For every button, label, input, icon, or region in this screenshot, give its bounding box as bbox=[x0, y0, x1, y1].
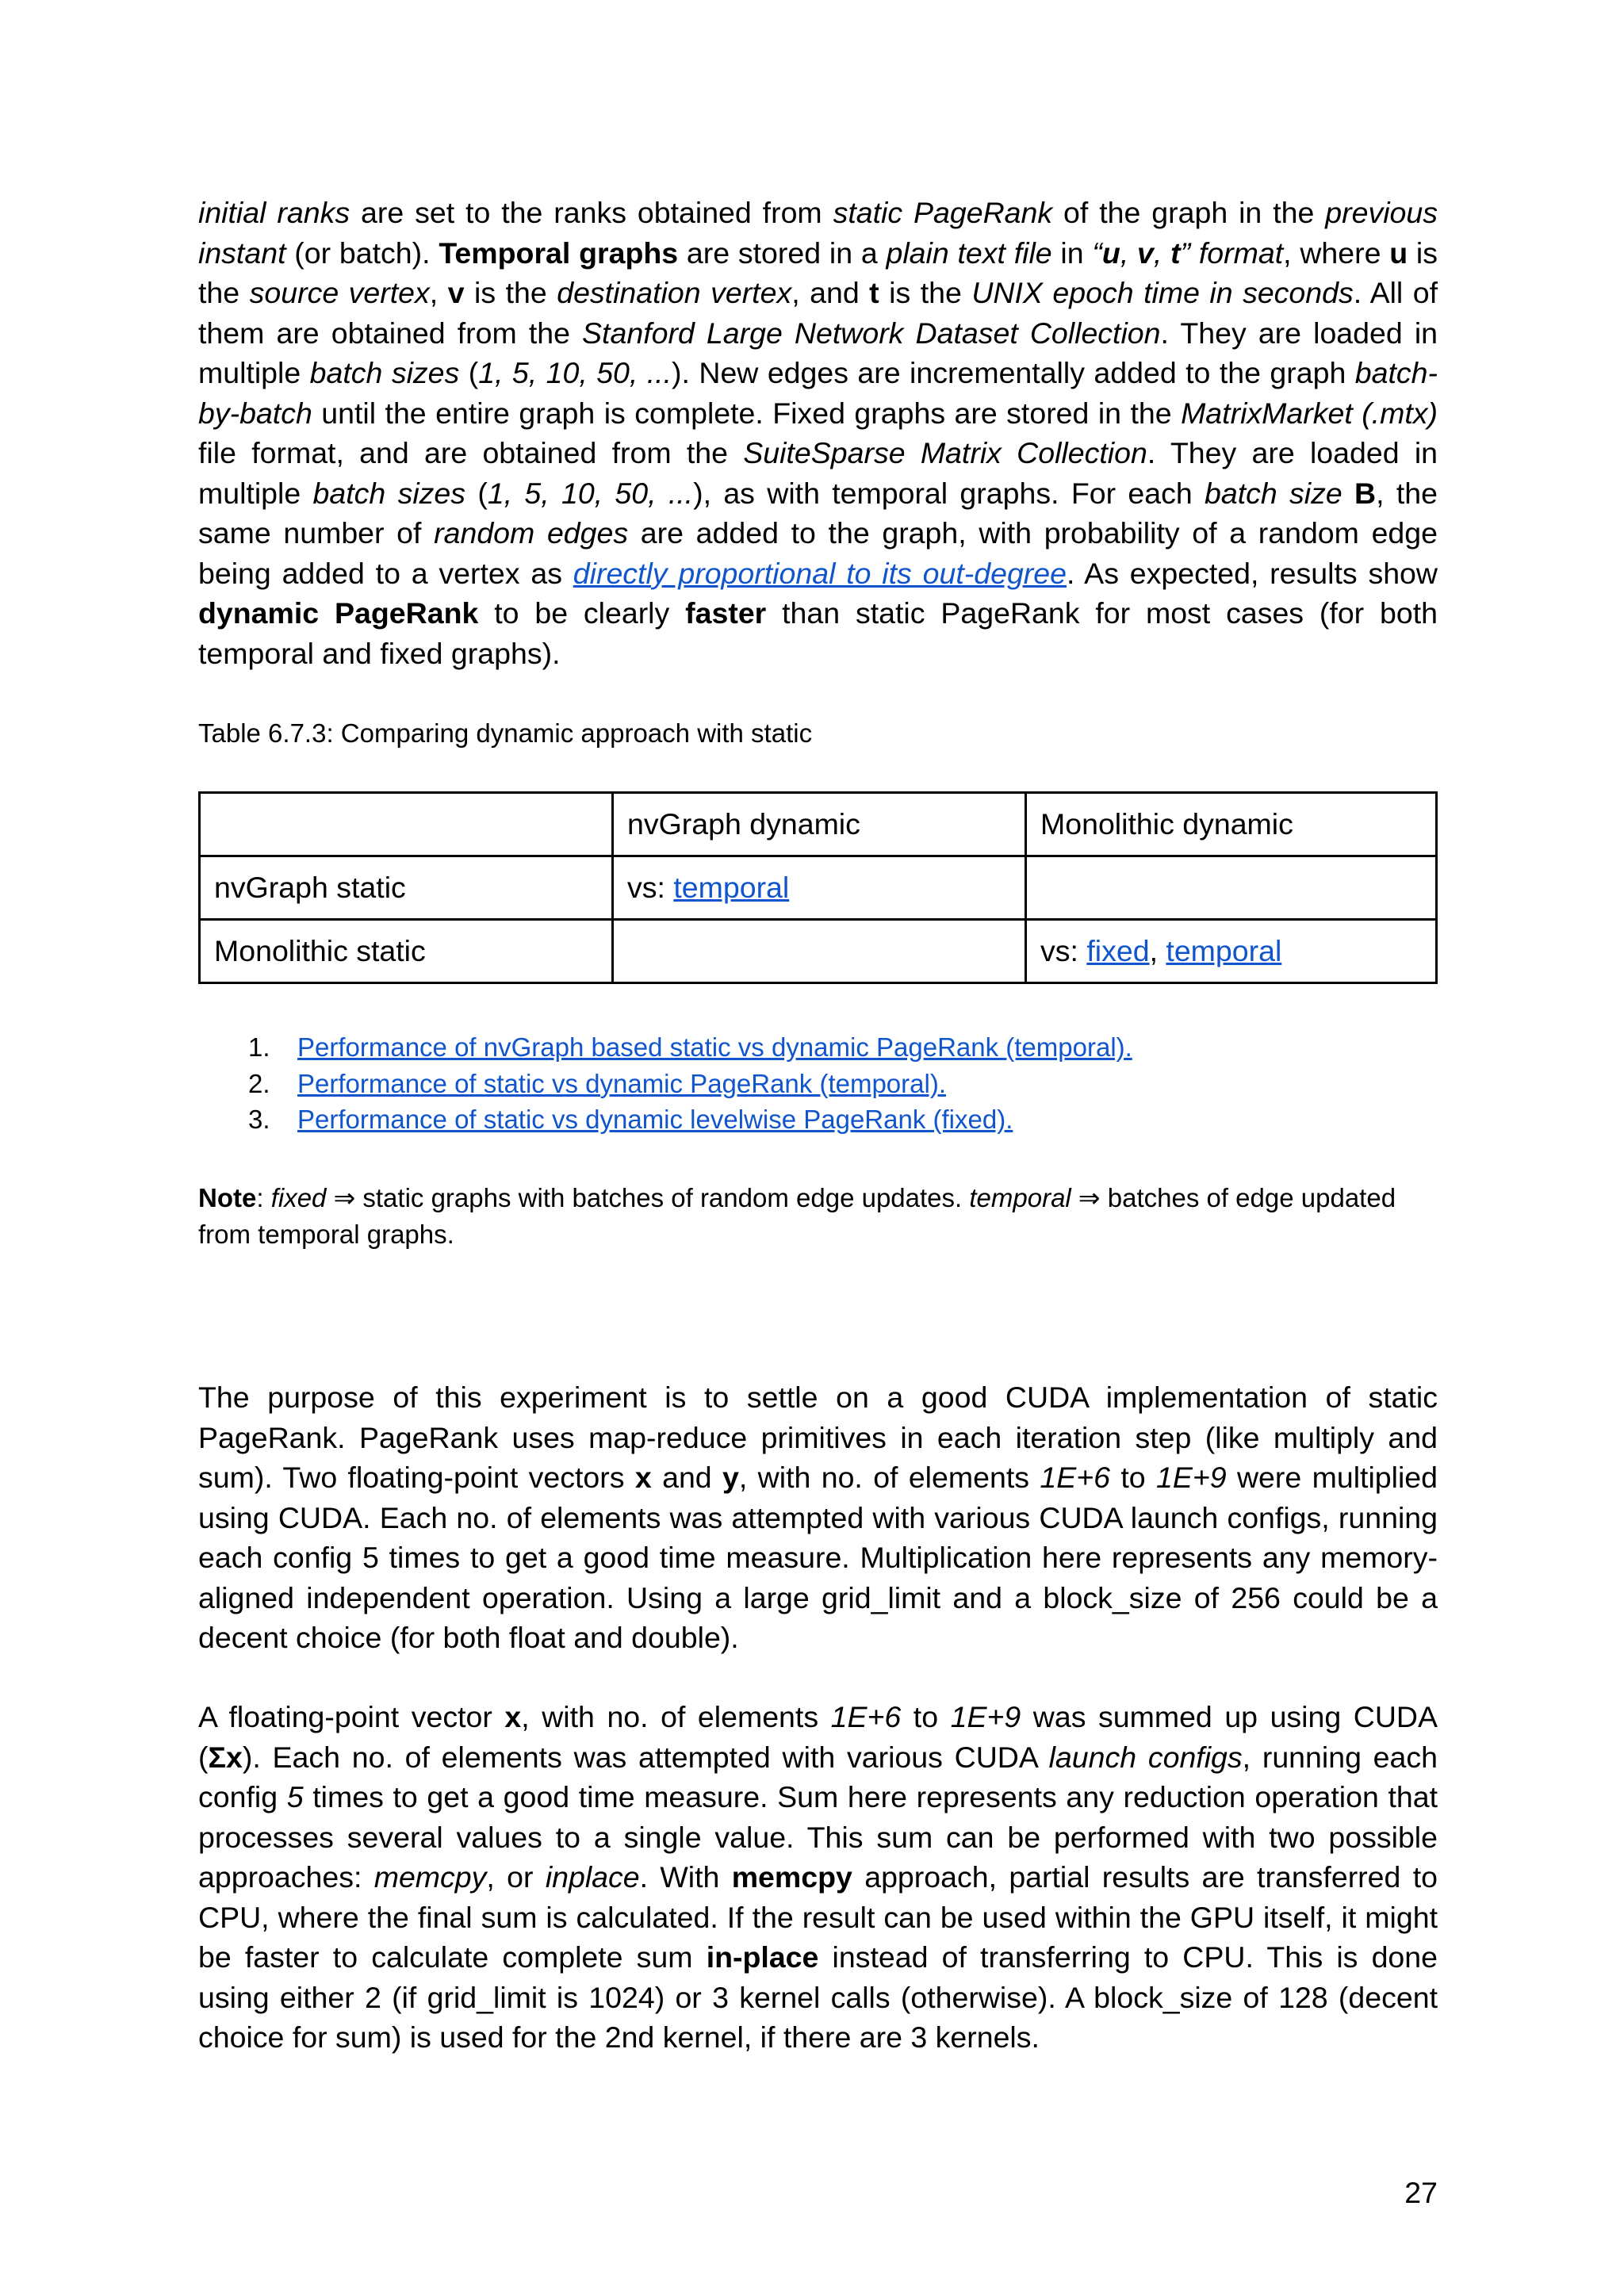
text-span: 1E+9 bbox=[1155, 1461, 1227, 1494]
note-label: Note bbox=[198, 1183, 257, 1212]
table-row bbox=[200, 920, 1437, 983]
table-cell-empty bbox=[1026, 856, 1437, 920]
text-span: batch-by-batch bbox=[198, 356, 1438, 430]
text-span: batch size bbox=[1205, 476, 1342, 510]
text-span bbox=[1342, 477, 1354, 510]
reference-list bbox=[198, 1029, 1132, 1138]
text-span: (or batch). bbox=[285, 236, 439, 270]
table-row-label: nvGraph static bbox=[200, 856, 613, 920]
link-monolithic-fixed[interactable]: fixed bbox=[1086, 934, 1150, 967]
text-span: was summed up using CUDA ( bbox=[198, 1700, 1438, 1774]
text-span: : bbox=[256, 1183, 271, 1212]
text-span: file format, and are obtained from the bbox=[198, 436, 744, 469]
text-span: x bbox=[634, 1461, 652, 1494]
text-span: and bbox=[651, 1461, 723, 1494]
text-span: dynamic PageRank bbox=[198, 596, 479, 630]
text-span: 1, 5, 10, 50, ... bbox=[478, 356, 672, 389]
text-span: “ bbox=[1092, 236, 1102, 270]
text-span: u bbox=[1389, 236, 1408, 270]
text-span: , with no. of elements bbox=[521, 1700, 831, 1733]
link-text: directly proportional to its out-degree bbox=[573, 556, 1067, 590]
table-header-cell bbox=[200, 793, 613, 856]
reference-link-3[interactable]: Performance of static vs dynamic levelwise PageRank (fixed). bbox=[297, 1105, 1013, 1134]
text-span: v bbox=[1137, 236, 1154, 270]
text-span: to bbox=[901, 1700, 951, 1733]
vs-label: vs: bbox=[627, 871, 674, 904]
text-span: is the bbox=[879, 276, 972, 309]
text-span: , running each config bbox=[198, 1740, 1438, 1813]
text-span: is the bbox=[198, 236, 1438, 309]
reference-link-2[interactable]: Performance of static vs dynamic PageRank (temporal). bbox=[297, 1068, 946, 1098]
list-number: 1. bbox=[248, 1032, 270, 1062]
vs-label: vs: bbox=[1040, 934, 1087, 967]
text-span: memcpy bbox=[373, 1860, 487, 1894]
table-header-row bbox=[200, 793, 1437, 856]
text-span: ( bbox=[465, 476, 488, 510]
text-span: , the same number of bbox=[198, 476, 1438, 550]
text-span: MatrixMarket (.mtx) bbox=[1181, 396, 1438, 430]
text-span: until the entire graph is complete. Fixed graphs are stored in the bbox=[312, 396, 1182, 430]
table-row-label: Monolithic static bbox=[200, 920, 613, 983]
list-number: 2. bbox=[248, 1068, 270, 1098]
text-span: , or bbox=[486, 1860, 546, 1894]
text-span: , bbox=[1120, 236, 1138, 270]
text-span: previous instant bbox=[198, 196, 1438, 270]
text-span: to be clearly bbox=[478, 596, 686, 630]
text-span: , with no. of elements bbox=[738, 1461, 1040, 1494]
list-item bbox=[198, 1029, 1132, 1066]
text-span: were multiplied using CUDA. Each no. of elements was attempted with various CUDA launch configs, running each config 5 times to get a good time measure. Multiplication here represents any memory-aligned independent operation. Using a large grid_limit and a block_size of 256 could be a decent choice (for both float and double). bbox=[198, 1461, 1438, 1654]
text-span: Stanford Large Network Dataset Collection bbox=[582, 316, 1161, 350]
table-cell bbox=[613, 856, 1026, 920]
link-nvgraph-temporal[interactable]: temporal bbox=[673, 871, 790, 904]
text-span: fixed bbox=[270, 1183, 327, 1212]
text-span: , where bbox=[1283, 236, 1390, 270]
paragraph-cuda-sum bbox=[198, 1697, 1438, 2058]
text-span: temporal bbox=[969, 1183, 1071, 1212]
text-span: A floating-point vector bbox=[198, 1700, 505, 1733]
text-span: , bbox=[429, 276, 448, 309]
text-span: ” format bbox=[1180, 236, 1284, 270]
text-span: approach, partial results are transferred to CPU, where the final sum is calculated. If the result can be used within the GPU itself, it might be faster to calculate complete sum bbox=[198, 1860, 1438, 1974]
text-span: are added to the graph, with probability of a random edge being added to a vertex as bbox=[198, 516, 1438, 590]
text-span: are stored in a bbox=[678, 236, 887, 270]
text-span: ( bbox=[459, 356, 479, 389]
text-span: initial ranks bbox=[198, 196, 350, 229]
text-span: are set to the ranks obtained from bbox=[350, 196, 833, 229]
table-caption: Table 6.7.3: Comparing dynamic approach with static bbox=[198, 718, 813, 748]
text-span: y bbox=[722, 1461, 739, 1494]
list-item bbox=[198, 1066, 1132, 1102]
text-span: plain text file bbox=[886, 236, 1052, 270]
text-span: , and bbox=[791, 276, 870, 309]
comparison-table bbox=[198, 791, 1438, 984]
text-span: static PageRank bbox=[833, 196, 1053, 229]
text-span: 5 bbox=[286, 1780, 304, 1813]
text-span: Σx bbox=[208, 1740, 243, 1774]
text-span: . As expected, results show bbox=[1067, 556, 1438, 590]
text-span: v bbox=[447, 276, 465, 309]
paragraph-dynamic-pagerank bbox=[198, 193, 1438, 673]
text-span: B bbox=[1354, 476, 1377, 510]
text-span: 1E+9 bbox=[950, 1700, 1021, 1733]
text-span: batch sizes bbox=[309, 356, 460, 389]
text-span: launch configs bbox=[1048, 1740, 1243, 1774]
text-span: t bbox=[869, 276, 879, 309]
text-span: , bbox=[1153, 236, 1171, 270]
text-span: u bbox=[1101, 236, 1120, 270]
table-cell-empty bbox=[613, 920, 1026, 983]
text-span: . They are loaded in multiple bbox=[198, 316, 1438, 389]
text-span: batch sizes bbox=[312, 476, 466, 510]
text-span: instead of transferring to CPU. This is done using either 2 (if grid_limit is 1024) or 3 kernel calls (otherwise). A block_size of 128 (decent choice for sum) is used for the 2nd kernel, if there are 3 kernels. bbox=[198, 1940, 1438, 2054]
text-span: . With bbox=[639, 1860, 732, 1894]
text-span: is the bbox=[464, 276, 557, 309]
text-span: inplace bbox=[545, 1860, 640, 1894]
table-cell bbox=[1026, 920, 1437, 983]
note-paragraph bbox=[198, 1180, 1438, 1252]
text-span: Temporal graphs bbox=[439, 236, 679, 270]
text-span: The purpose of this experiment is to settle on a good CUDA implementation of static PageRank. PageRank uses map-reduce primitives in each iteration step (like multiply and sum). Two floating-point vectors bbox=[198, 1381, 1438, 1494]
text-span: faster bbox=[685, 596, 767, 630]
text-span: ⇒ batches of edge updated from temporal graphs. bbox=[198, 1183, 1396, 1249]
text-span: random edges bbox=[434, 516, 629, 550]
table-row bbox=[200, 856, 1437, 920]
text-span: . All of them are obtained from the bbox=[198, 276, 1438, 350]
table-header-cell: nvGraph dynamic bbox=[613, 793, 1026, 856]
text-span: than static PageRank for most cases (for both temporal and fixed graphs). bbox=[198, 596, 1438, 670]
text-span: 1E+6 bbox=[1040, 1461, 1110, 1494]
text-span: in bbox=[1051, 236, 1093, 270]
text-span: times to get a good time measure. Sum here represents any reduction operation that processes several values to a single value. This sum can be performed with two possible approaches: bbox=[198, 1780, 1438, 1894]
text-span: SuiteSparse Matrix Collection bbox=[743, 436, 1147, 469]
page-number: 27 bbox=[1404, 2176, 1438, 2209]
text-span: t bbox=[1170, 236, 1181, 270]
text-span: in-place bbox=[706, 1940, 819, 1974]
separator: , bbox=[1149, 934, 1166, 967]
text-span: of the graph in the bbox=[1052, 196, 1326, 229]
reference-link-1[interactable]: Performance of nvGraph based static vs dynamic PageRank (temporal). bbox=[297, 1032, 1132, 1062]
text-span: UNIX epoch time in seconds bbox=[971, 276, 1354, 309]
text-span: ), as with temporal graphs. For each bbox=[693, 476, 1205, 510]
text-span: 1, 5, 10, 50, ... bbox=[487, 476, 694, 510]
text-span: ⇒ static graphs with batches of random edge updates. bbox=[326, 1183, 970, 1212]
text-span: to bbox=[1109, 1461, 1156, 1494]
text-span: x bbox=[504, 1700, 522, 1733]
text-span: memcpy bbox=[731, 1860, 852, 1894]
list-item bbox=[198, 1101, 1132, 1138]
text-span: . They are loaded in multiple bbox=[198, 436, 1438, 510]
text-span: 1E+6 bbox=[830, 1700, 902, 1733]
table-header-cell: Monolithic dynamic bbox=[1026, 793, 1437, 856]
link-out-degree[interactable] bbox=[573, 557, 1067, 590]
text-span: ). Each no. of elements was attempted with various CUDA bbox=[242, 1740, 1049, 1774]
list-number: 3. bbox=[248, 1105, 270, 1134]
link-monolithic-temporal[interactable]: temporal bbox=[1166, 934, 1282, 967]
text-span: source vertex bbox=[249, 276, 430, 309]
text-span: destination vertex bbox=[557, 276, 792, 309]
paragraph-cuda-multiply bbox=[198, 1377, 1438, 1658]
text-span: ). New edges are incrementally added to the graph bbox=[672, 356, 1355, 389]
